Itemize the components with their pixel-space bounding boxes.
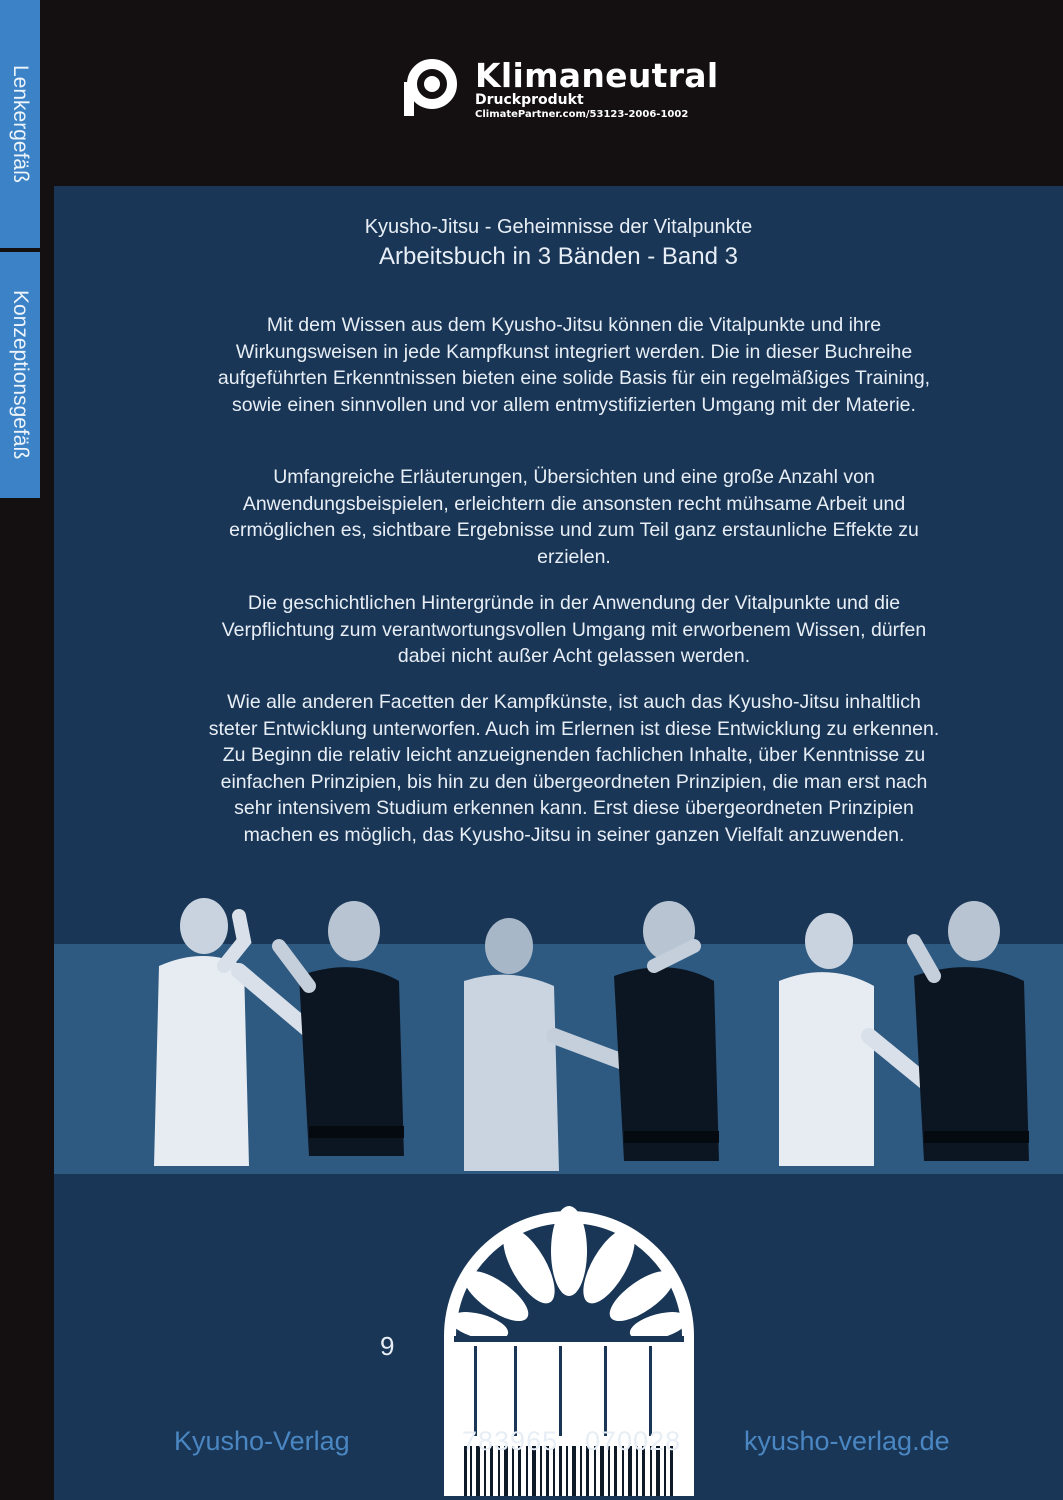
publisher-website: kyusho-verlag.de xyxy=(744,1426,950,1456)
spine-tab-label: Lenkergefäß xyxy=(9,65,32,183)
back-cover-panel xyxy=(54,186,1063,1500)
spine-tab-lenkergefaess xyxy=(0,0,40,248)
isbn-prefix: 9 xyxy=(380,1331,395,1361)
martial-arts-photo-sequence xyxy=(54,886,1063,1176)
climate-neutral-badge xyxy=(398,54,728,124)
spine-tab-label: Konzeptionsgefäß xyxy=(9,290,32,460)
badge-subtitle: Druckprodukt xyxy=(475,92,584,108)
badge-title: Klimaneutral xyxy=(475,56,719,95)
series-title: Kyusho-Jitsu - Geheimnisse der Vitalpunkte xyxy=(364,216,753,238)
badge-id: ClimatePartner.com/53123-2006-1002 xyxy=(475,109,689,120)
publisher-name: Kyusho-Verlag xyxy=(174,1426,350,1456)
figure-pair-3 xyxy=(779,901,1029,1166)
figure-pair-2 xyxy=(464,901,719,1171)
blurb-paragraph: Mit dem Wissen aus dem Kyusho-Jitsu können die Vitalpunkte und ihre Wirkungsweisen in jede Kampfkunst integriert werden. Die in dieser Buchreihe aufgeführten Erkenntnissen bieten eine solide Basis für ein regelmäßiges Training, sowie einen sinnvollen und vor allem entmystifizierten Umgang mit der Materie. xyxy=(217,314,931,416)
blurb-paragraph: Umfangreiche Erläuterungen, Übersichten und eine große Anzahl von Anwendungsbeispielen, erleichtern die ansonsten recht mühsame Arbeit und ermöglichen es, sichtbare Ergebnisse und zum Teil ganz erstaunliche Effekte zu erzielen. xyxy=(229,466,919,568)
spine-tab-konzeptionsgefaess xyxy=(0,252,40,498)
climate-partner-icon xyxy=(398,54,468,124)
volume-title: Arbeitsbuch in 3 Bänden - Band 3 xyxy=(379,243,738,270)
blurb-paragraph: Die geschichtlichen Hintergründe in der Anwendung der Vitalpunkte und die Verpflichtung zum verantwortungsvollen Umgang mit erworbenem Wissen, dürfen dabei nicht außer Acht gelassen werden. xyxy=(221,592,927,667)
figure-pair-1 xyxy=(154,898,404,1166)
blurb-paragraph: Wie alle anderen Facetten der Kampfkünste, ist auch das Kyusho-Jitsu inhaltlich steter Entwicklung unterworfen. Auch im Erlernen ist diese Entwicklung zu erkennen. Zu Beginn die relativ leicht anzueignenden fachlichen Inhalte, über Kenntnisse zu einfachen Prinzipien, bis hin zu den übergeordneten Prinzipien, die man erst nach sehr intensivem Studium erkennen kann. Erst diese übergeordneten Prinzipien machen es möglich, das Kyusho-Jitsu in seiner ganzen Vielfalt anzuwenden. xyxy=(208,691,940,846)
isbn-right: 070028 xyxy=(585,1426,682,1456)
isbn-left: 783965 xyxy=(462,1426,559,1456)
